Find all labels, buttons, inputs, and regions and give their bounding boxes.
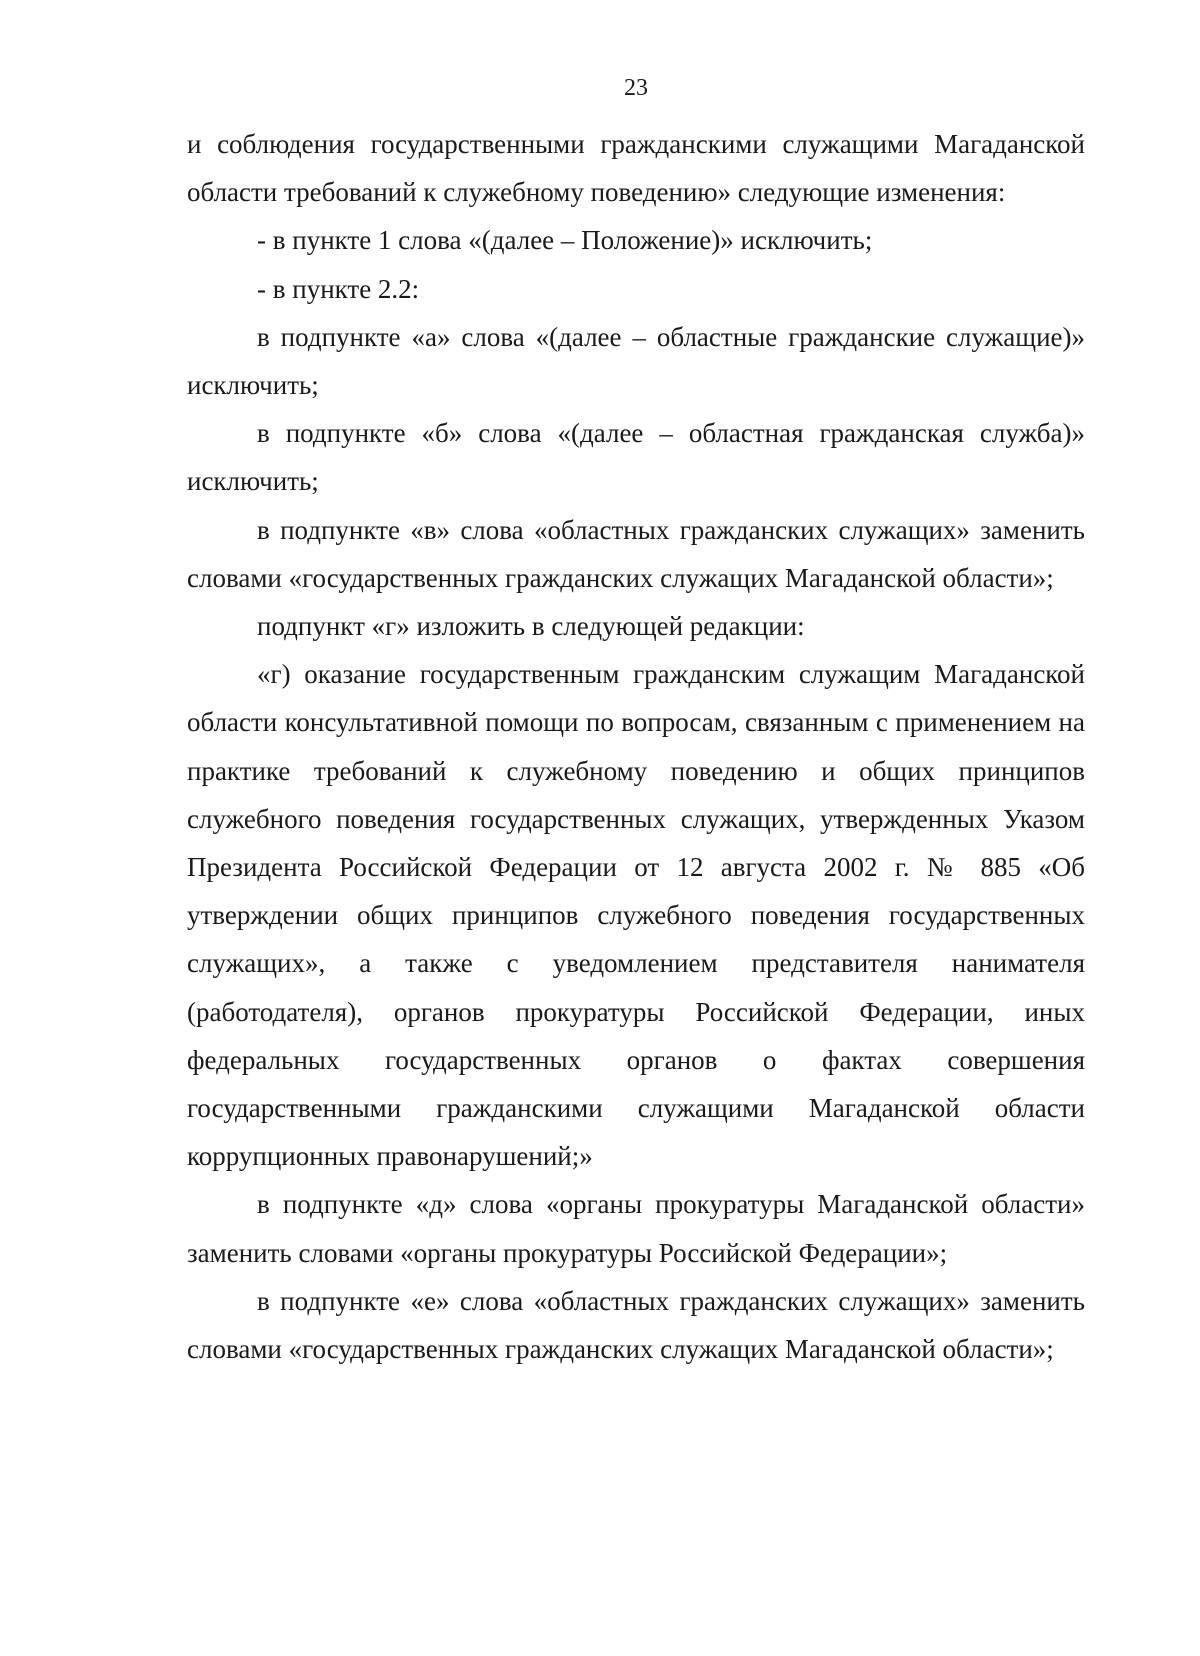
paragraph: и соблюдения государственными гражданскими служащими Магаданской области требований к служебному поведению» следующие изменения:	[187, 129, 1085, 208]
paragraph: в подпункте «б» слова «(далее – областная гражданская служба)» исключить;	[187, 418, 1085, 497]
page-number: 23	[624, 75, 648, 101]
document-body	[187, 120, 1085, 1373]
paragraph: в подпункте «е» слова «областных гражданских служащих» заменить словами «государственных гражданских служащих Магаданской области»;	[187, 1285, 1085, 1365]
paragraph: подпункт «г» изложить в следующей редакции:	[257, 611, 805, 642]
paragraph: - в пункте 2.2:	[257, 273, 420, 304]
paragraph: - в пункте 1 слова «(далее – Положение)» исключить;	[257, 225, 873, 256]
paragraph: в подпункте «в» слова «областных гражданских служащих» заменить словами «государственных гражданских служащих Магаданской области»;	[187, 514, 1085, 593]
paragraph: «г) оказание государственным гражданским служащим Магаданской области консультативной помощи по вопросам, связанным с применением на практике требований к служебному поведению и общих принципов служебного поведения государственных служащих, утвержденных Указом Президента Российской Федерации от 12 августа 2002 г. № 885 «Об утверждении общих принципов служебного поведения государственных служащих», а также с уведомлением представителя нанимателя (работодателя), органов прокуратуры Российской Федерации, иных федеральных государственных органов о фактах совершения государственными гражданскими служащими Магаданской области коррупционных правонарушений;»	[187, 659, 1085, 1172]
paragraph: в подпункте «д» слова «органы прокуратуры Магаданской области» заменить словами «органы прокуратуры Российской Федерации»;	[187, 1189, 1085, 1268]
paragraph: в подпункте «а» слова «(далее – областные гражданские служащие)» исключить;	[187, 321, 1085, 401]
